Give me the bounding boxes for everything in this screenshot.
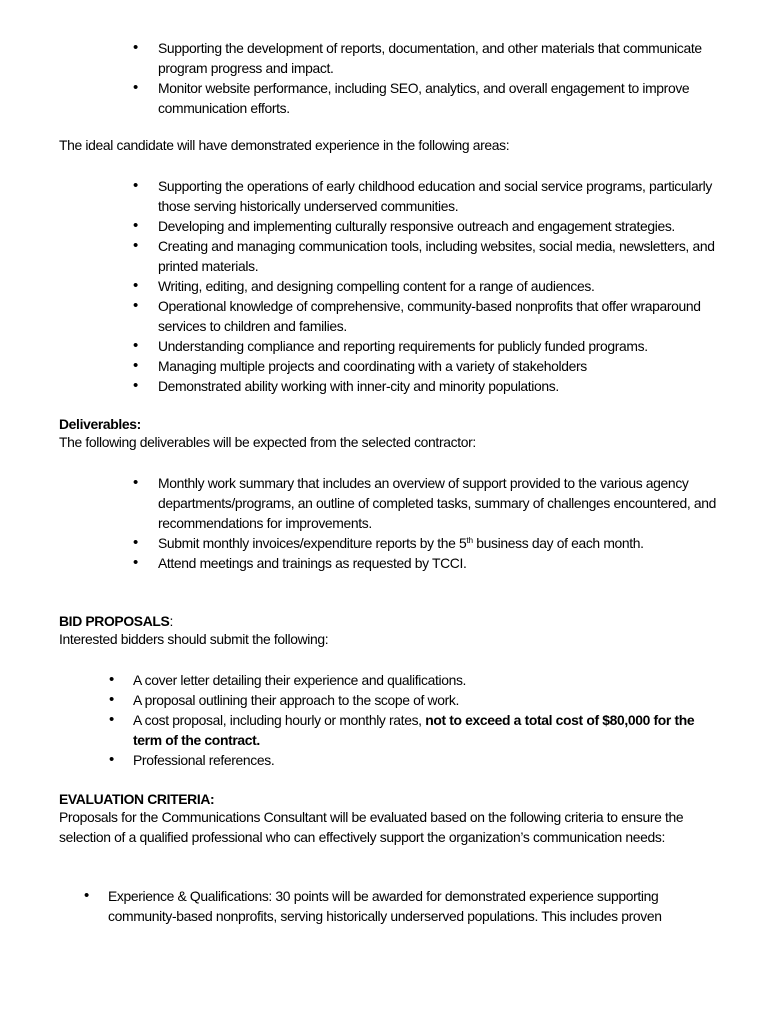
deliverables-intro: The following deliverables will be expected from the selected contractor: xyxy=(59,434,476,450)
ideal-candidate-list xyxy=(133,176,718,396)
list-item: • Monthly work summary that includes an overview of support provided to the various agency departments/programs, an outline of completed tasks, summary of challenges encountered, and recommendations for improvements. xyxy=(133,474,717,531)
list-item: • A proposal outlining their approach to the scope of work. xyxy=(109,691,459,708)
list-item: • A cost proposal, including hourly or monthly rates, not to exceed a total cost of $80,000 for the term of the contract. xyxy=(109,711,695,748)
scope-list-continued xyxy=(133,38,718,118)
list-item: • Attend meetings and trainings as requested by TCCI. xyxy=(133,554,467,571)
bullet-icon: • xyxy=(109,691,114,708)
evaluation-criteria-heading: EVALUATION CRITERIA: xyxy=(59,791,215,807)
bullet-icon: • xyxy=(133,337,138,354)
list-item: • Developing and implementing culturally responsive outreach and engagement strategies. xyxy=(133,217,675,234)
list-item: • A cover letter detailing their experience and qualifications. xyxy=(109,671,467,688)
bullet-icon: • xyxy=(133,377,138,394)
bid-proposals-heading: BID PROPOSALS: xyxy=(59,613,173,629)
evaluation-criteria-intro: Proposals for the Communications Consultant will be evaluated based on the following criteria to ensure the selection of a qualified professional who can effectively support the organization’s communication needs: xyxy=(59,809,684,845)
bullet-icon: • xyxy=(133,217,138,234)
list-item: • Monitor website performance, including SEO, analytics, and overall engagement to improve communication efforts. xyxy=(133,79,690,116)
evaluation-criteria-list xyxy=(84,886,708,926)
bullet-icon: • xyxy=(133,534,138,551)
ordinal-suffix: th xyxy=(466,535,473,545)
bullet-icon: • xyxy=(133,39,138,56)
list-item: • Understanding compliance and reporting requirements for publicly funded programs. xyxy=(133,337,648,354)
bullet-icon: • xyxy=(109,671,114,688)
cost-cap-text: not to exceed a total cost of $80,000 for the term of the contract. xyxy=(133,712,695,748)
list-item: • Supporting the development of reports, documentation, and other materials that communicate program progress and impact. xyxy=(133,39,702,76)
list-item: • Experience & Qualifications: 30 points will be awarded for demonstrated experience supporting community-based nonprofits, serving historically underserved populations. This includes proven xyxy=(84,887,662,924)
deliverables-list xyxy=(133,473,718,573)
bullet-icon: • xyxy=(133,554,138,571)
ideal-candidate-intro: The ideal candidate will have demonstrated experience in the following areas: xyxy=(59,137,510,153)
bullet-icon: • xyxy=(133,297,138,314)
bullet-icon: • xyxy=(133,357,138,374)
bullet-icon: • xyxy=(133,237,138,254)
bullet-icon: • xyxy=(84,887,89,904)
bid-proposals-intro: Interested bidders should submit the following: xyxy=(59,631,329,647)
bullet-icon: • xyxy=(133,277,138,294)
list-item: • Creating and managing communication tools, including websites, social media, newsletters, and printed materials. xyxy=(133,237,715,274)
bullet-icon: • xyxy=(133,474,138,491)
bullet-icon: • xyxy=(109,751,114,768)
list-item: • Writing, editing, and designing compelling content for a range of audiences. xyxy=(133,277,595,294)
list-item: • Supporting the operations of early childhood education and social service programs, particularly those serving historically underserved communities. xyxy=(133,177,712,214)
bid-proposals-list xyxy=(109,670,723,770)
list-item: • Demonstrated ability working with inner-city and minority populations. xyxy=(133,377,559,394)
deliverables-heading: Deliverables: xyxy=(59,416,141,432)
list-item: • Professional references. xyxy=(109,751,275,768)
list-item: • Managing multiple projects and coordinating with a variety of stakeholders xyxy=(133,357,587,374)
bullet-icon: • xyxy=(133,177,138,194)
list-item: • Operational knowledge of comprehensive, community-based nonprofits that offer wraparound services to children and families. xyxy=(133,297,701,334)
bullet-icon: • xyxy=(133,79,138,96)
bullet-icon: • xyxy=(109,711,114,728)
list-item: • Submit monthly invoices/expenditure reports by the 5th business day of each month. xyxy=(133,534,644,551)
